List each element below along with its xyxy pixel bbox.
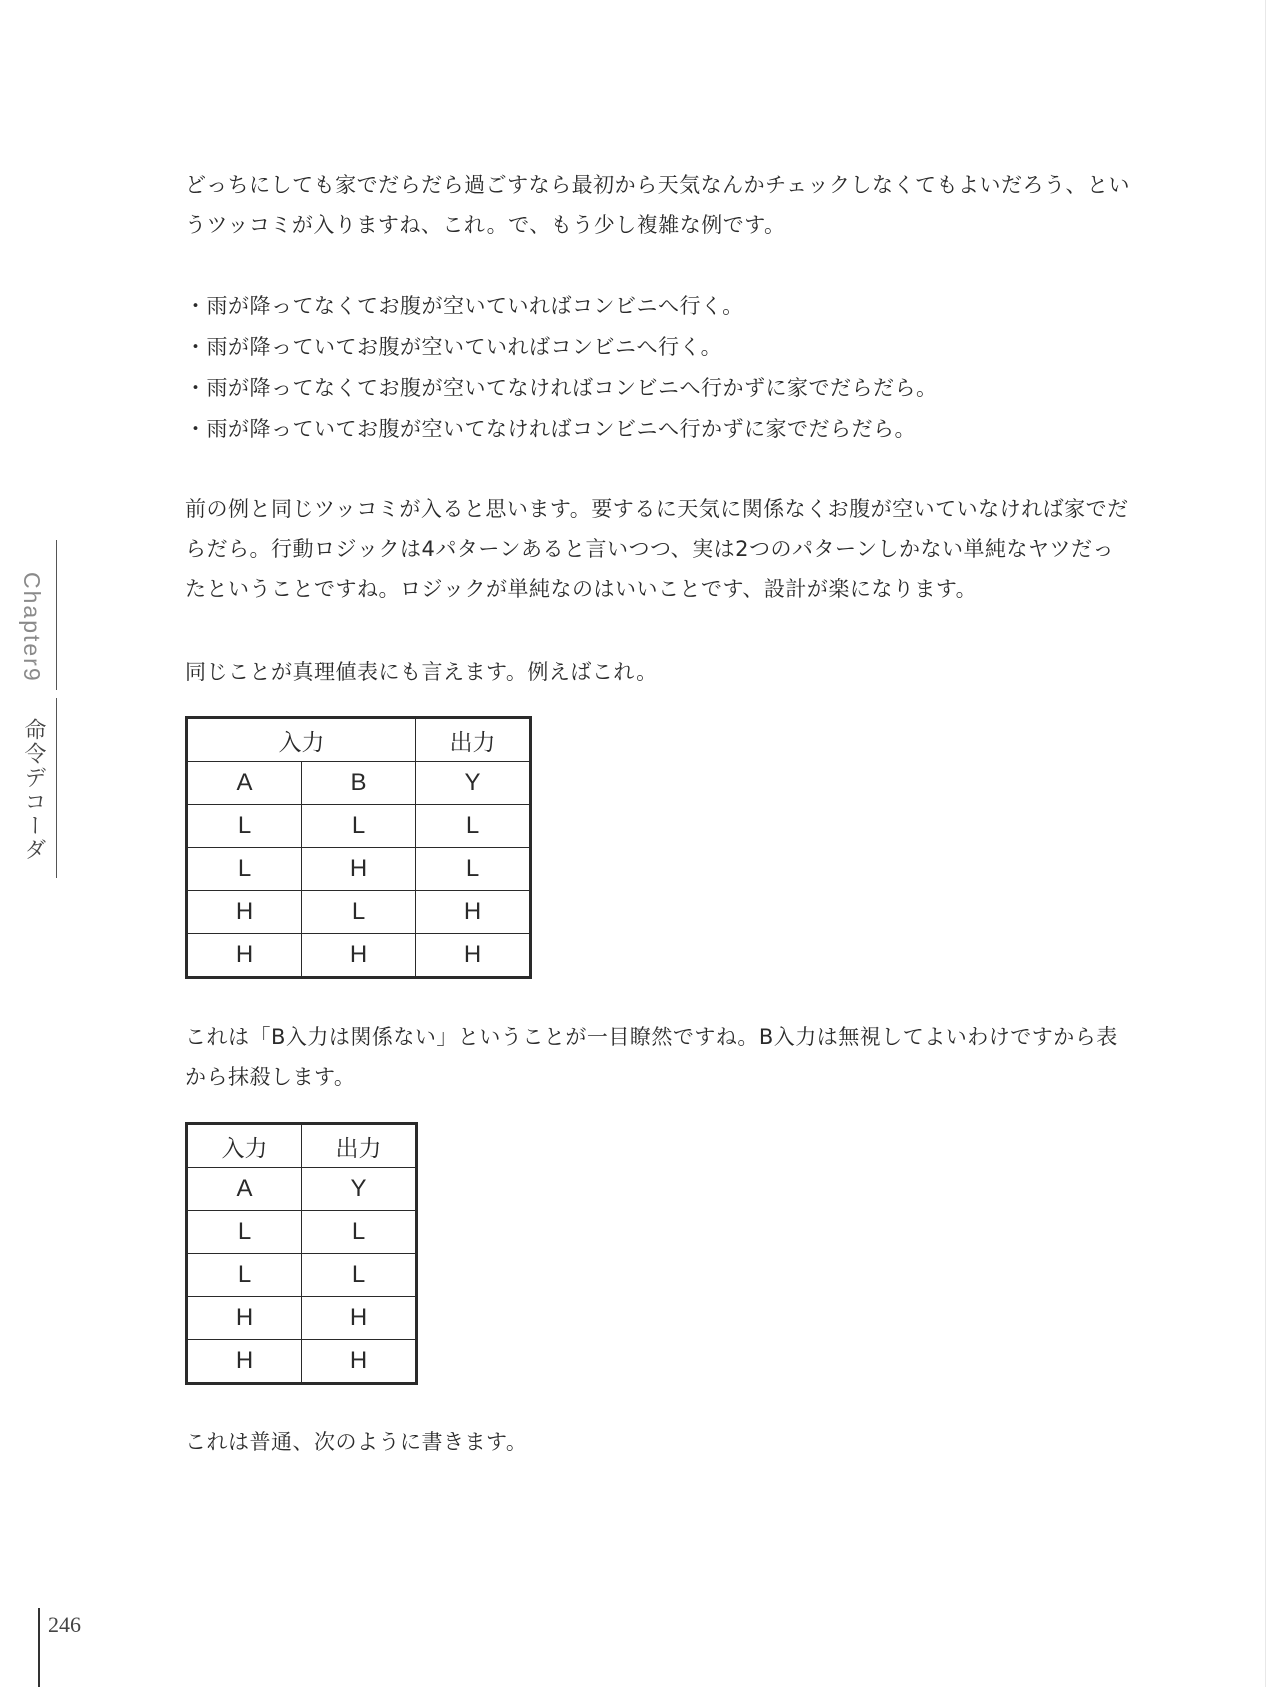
table-row [187, 1340, 417, 1384]
chapter-title: 命令デコーダ [21, 718, 46, 862]
table-row [187, 934, 531, 978]
table2-col-y: Y [302, 1168, 417, 1211]
table-cell: H [302, 1340, 417, 1384]
table1-output-header: 出力 [416, 718, 531, 762]
table-cell: H [302, 848, 416, 891]
table-cell: L [187, 1211, 302, 1254]
side-rule-top [56, 540, 57, 690]
paragraph-4: これは「B入力は関係ない」ということが一目瞭然ですね。B入力は無視してよいわけですから表から抹殺します。 [185, 1025, 1118, 1089]
bullet-item: ・雨が降ってなくてお腹が空いてなければコンビニへ行かずに家でだらだら。 [185, 376, 938, 400]
paragraph-5: これは普通、次のように書きます。 [185, 1430, 528, 1454]
table-cell: H [302, 1297, 417, 1340]
paragraph-1: どっちにしても家でだらだら過ごすなら最初から天気なんかチェックしなくてもよいだろう、というツッコミが入りますね、これ。で、もう少し複雑な例です。 [185, 173, 1130, 237]
table-cell: L [302, 1211, 417, 1254]
table-cell: L [187, 848, 302, 891]
table-cell: L [187, 1254, 302, 1297]
paragraph-3: 同じことが真理値表にも言えます。例えばこれ。 [185, 660, 658, 684]
table-row [187, 1297, 417, 1340]
footer-rule [38, 1608, 40, 1687]
table-cell: H [416, 934, 531, 978]
table-row [187, 805, 531, 848]
table1-col-a: A [187, 762, 302, 805]
paragraph-2: 前の例と同じツッコミが入ると思います。要するに天気に関係なくお腹が空いていなければ家でだらだら。行動ロジックは4パターンあると言いつつ、実は2つのパターンしかない単純なヤツだったということですね。ロジックが単純なのはいいことです、設計が楽になります。 [185, 497, 1129, 601]
table-cell: H [187, 934, 302, 978]
bullet-item: ・雨が降っていてお腹が空いてなければコンビニへ行かずに家でだらだら。 [185, 417, 916, 441]
side-rule-bottom [56, 698, 57, 878]
table2-input-header: 入力 [187, 1124, 302, 1168]
bullet-item: ・雨が降ってなくてお腹が空いていればコンビニへ行く。 [185, 294, 744, 318]
table1-col-b: B [302, 762, 416, 805]
table-row [187, 1211, 417, 1254]
bullet-list [185, 286, 1135, 450]
table1-input-header: 入力 [187, 718, 416, 762]
table1-col-y: Y [416, 762, 531, 805]
table-cell: H [302, 934, 416, 978]
table2-output-header: 出力 [302, 1124, 417, 1168]
table-cell: H [187, 1340, 302, 1384]
truth-table-1 [185, 716, 532, 979]
table-cell: L [302, 891, 416, 934]
table-row [187, 891, 531, 934]
page-edge [1265, 0, 1266, 1687]
table-cell: H [187, 1297, 302, 1340]
truth-table-2 [185, 1122, 418, 1385]
table-row [187, 848, 531, 891]
table-cell: L [302, 1254, 417, 1297]
table-cell: H [416, 891, 531, 934]
table2-col-a: A [187, 1168, 302, 1211]
table-cell: L [416, 848, 531, 891]
table-cell: L [302, 805, 416, 848]
table-cell: L [187, 805, 302, 848]
table-cell: L [416, 805, 531, 848]
page-number: 246 [48, 1612, 81, 1637]
bullet-item: ・雨が降っていてお腹が空いていればコンビニへ行く。 [185, 335, 723, 359]
table-cell: H [187, 891, 302, 934]
chapter-label: Chapter9 [19, 572, 45, 683]
table-row [187, 1254, 417, 1297]
